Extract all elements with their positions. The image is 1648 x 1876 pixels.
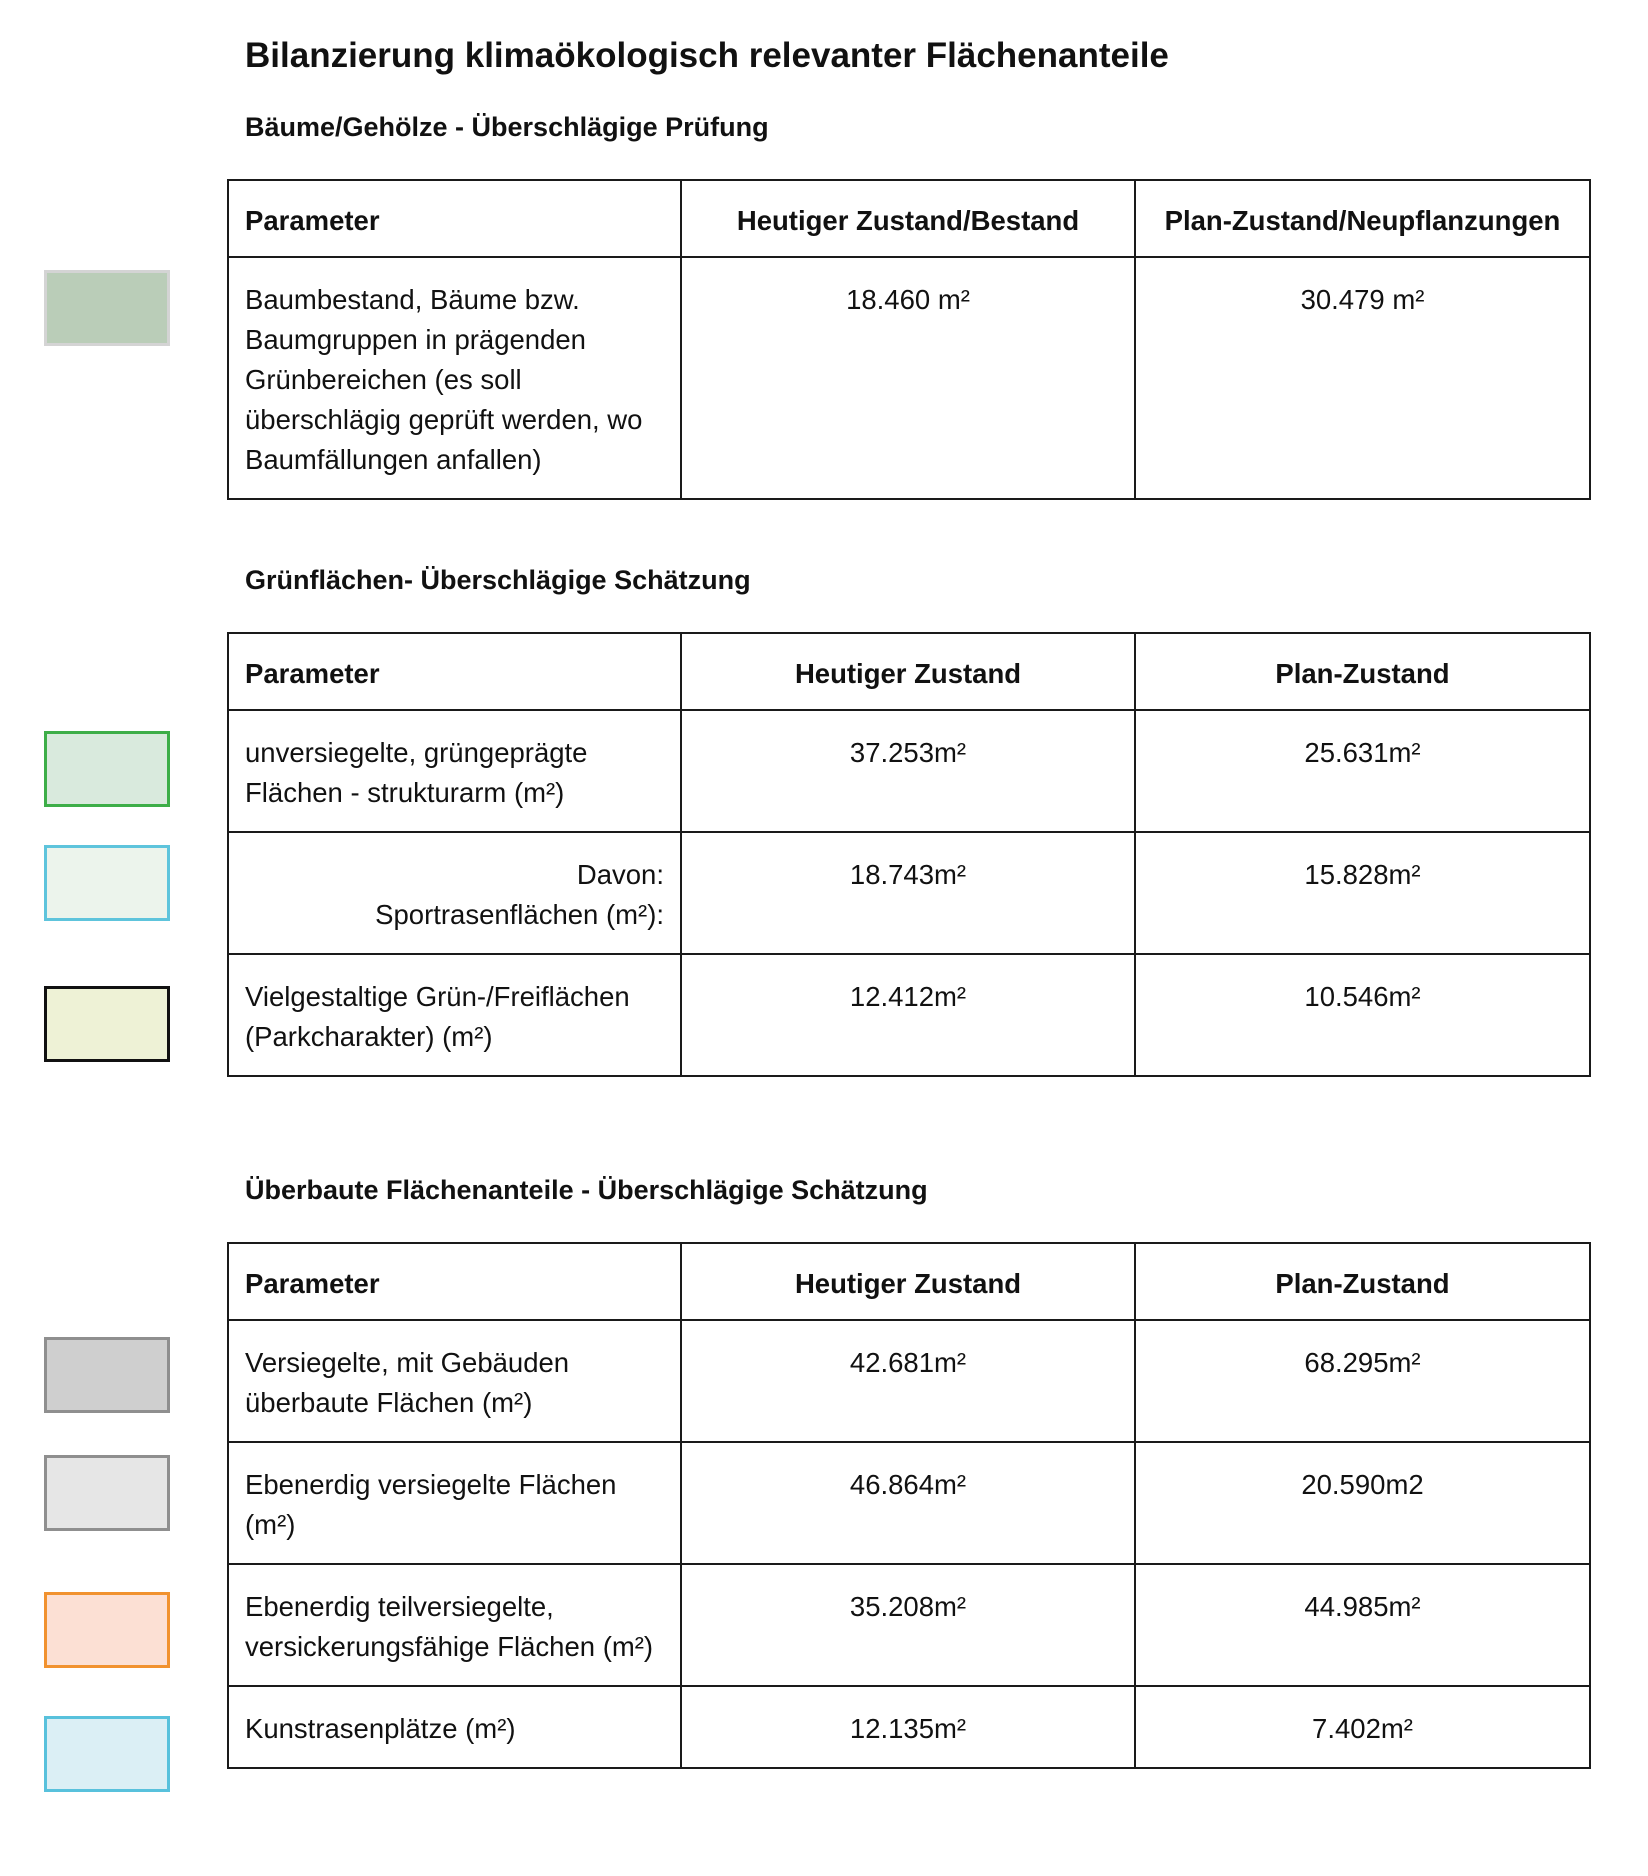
table-header-row xyxy=(228,180,1590,257)
legend-swatch-teilversiegelt xyxy=(44,1592,170,1668)
cell-heute: 37.253m² xyxy=(681,710,1135,832)
section-title-baeume: Bäume/Gehölze - Überschlägige Prüfung xyxy=(245,112,769,142)
cell-plan: 7.402m² xyxy=(1135,1686,1590,1768)
header-parameter: Parameter xyxy=(228,180,681,257)
cell-parameter: Kunstrasenplätze (m²) xyxy=(228,1686,681,1768)
table-gruenflaechen xyxy=(227,632,1591,1077)
legend-swatch-kunstrasen xyxy=(44,1716,170,1792)
param-line-davon: Davon: xyxy=(576,859,664,890)
cell-plan: 44.985m² xyxy=(1135,1564,1590,1686)
cell-plan: 20.590m2 xyxy=(1135,1442,1590,1564)
header-plan: Plan-Zustand xyxy=(1135,633,1590,710)
header-plan: Plan-Zustand/Neupflanzungen xyxy=(1135,180,1590,257)
param-line-sportrasen: Sportrasenflächen (m²): xyxy=(375,899,664,930)
table-row xyxy=(228,832,1590,954)
header-heute: Heutiger Zustand/Bestand xyxy=(681,180,1135,257)
header-parameter: Parameter xyxy=(228,633,681,710)
table-row xyxy=(228,257,1590,499)
cell-plan: 15.828m² xyxy=(1135,832,1590,954)
section-title-ueberbaut: Überbaute Flächenanteile - Überschlägige Schätzung xyxy=(245,1175,928,1205)
header-plan: Plan-Zustand xyxy=(1135,1243,1590,1320)
legend-swatch-versiegelt xyxy=(44,1455,170,1531)
legend-swatch-strukturarm xyxy=(44,731,170,807)
table-row xyxy=(228,1686,1590,1768)
table-header-row xyxy=(228,1243,1590,1320)
legend-swatch-parkcharakter xyxy=(44,986,170,1062)
cell-heute: 12.412m² xyxy=(681,954,1135,1076)
table-baeume xyxy=(227,179,1591,500)
cell-heute: 35.208m² xyxy=(681,1564,1135,1686)
table-ueberbaut xyxy=(227,1242,1591,1769)
table-header-row xyxy=(228,633,1590,710)
table-row xyxy=(228,1564,1590,1686)
cell-parameter xyxy=(228,832,681,954)
cell-parameter: Ebenerdig versiegelte Flächen (m²) xyxy=(228,1442,681,1564)
legend-swatch-gebaeude xyxy=(44,1337,170,1413)
header-parameter: Parameter xyxy=(228,1243,681,1320)
cell-parameter: unversiegelte, grüngeprägte Flächen - strukturarm (m²) xyxy=(228,710,681,832)
page-title: Bilanzierung klimaökologisch relevanter Flächenanteile xyxy=(245,36,1169,75)
cell-parameter: Baumbestand, Bäume bzw. Baumgruppen in prägenden Grünbereichen (es soll überschlägig geprüft werden, wo Baumfällungen anfallen) xyxy=(228,257,681,499)
cell-plan: 25.631m² xyxy=(1135,710,1590,832)
legend-swatch-baumbestand xyxy=(44,270,170,346)
header-heute: Heutiger Zustand xyxy=(681,1243,1135,1320)
legend-swatch-sportrasen xyxy=(44,845,170,921)
header-heute: Heutiger Zustand xyxy=(681,633,1135,710)
cell-heute: 12.135m² xyxy=(681,1686,1135,1768)
cell-plan: 30.479 m² xyxy=(1135,257,1590,499)
table-row xyxy=(228,1442,1590,1564)
cell-plan: 10.546m² xyxy=(1135,954,1590,1076)
cell-heute: 46.864m² xyxy=(681,1442,1135,1564)
cell-heute: 18.460 m² xyxy=(681,257,1135,499)
cell-parameter: Versiegelte, mit Gebäuden überbaute Flächen (m²) xyxy=(228,1320,681,1442)
table-row xyxy=(228,710,1590,832)
section-title-gruenflaechen: Grünflächen- Überschlägige Schätzung xyxy=(245,565,751,595)
cell-parameter: Vielgestaltige Grün-/Freiflächen (Parkcharakter) (m²) xyxy=(228,954,681,1076)
cell-parameter: Ebenerdig teilversiegelte, versickerungsfähige Flächen (m²) xyxy=(228,1564,681,1686)
cell-heute: 18.743m² xyxy=(681,832,1135,954)
cell-heute: 42.681m² xyxy=(681,1320,1135,1442)
table-row xyxy=(228,1320,1590,1442)
cell-plan: 68.295m² xyxy=(1135,1320,1590,1442)
table-row xyxy=(228,954,1590,1076)
